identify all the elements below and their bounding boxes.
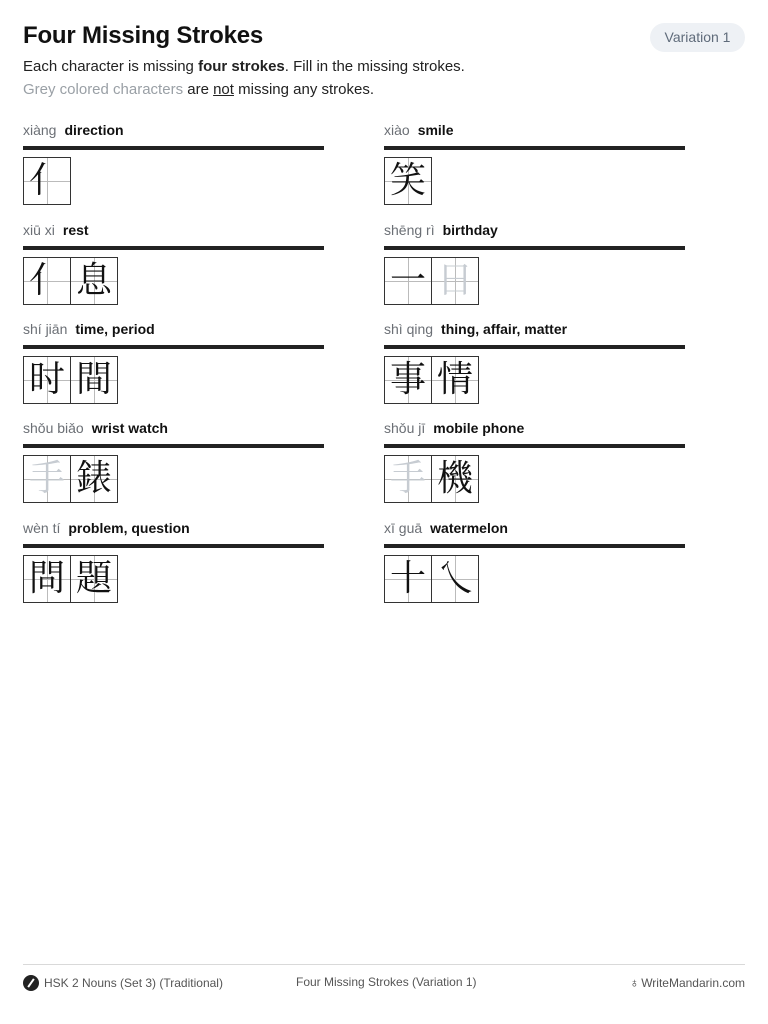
instruction-prefix: Each character is missing [23, 58, 199, 75]
vocab-meaning: watermelon [430, 520, 508, 536]
vocab-item [384, 122, 685, 205]
practice-cell[interactable] [384, 157, 432, 205]
footer-brand[interactable]: WriteMandarin.com [641, 975, 745, 990]
partial-character: 笑 [389, 160, 426, 201]
practice-grid [384, 356, 685, 404]
vocab-rule [23, 544, 324, 548]
practice-cell[interactable] [384, 257, 432, 305]
footer-center: Four Missing Strokes (Variation 1) [296, 975, 477, 989]
instruction-suffix: . Fill in the missing strokes. [284, 58, 465, 75]
vocab-item [23, 122, 324, 205]
practice-grid [23, 257, 324, 305]
vocab-item [23, 222, 324, 305]
vocab-item [23, 321, 324, 404]
page-title: Four Missing Strokes [23, 22, 264, 49]
complete-character: 手 [28, 458, 65, 499]
vocab-rule [384, 544, 685, 548]
vocab-rule [23, 345, 324, 349]
vocab-header [23, 420, 324, 444]
vocab-meaning: problem, question [68, 520, 190, 536]
brush-logo-icon [23, 975, 39, 991]
vocab-meaning: birthday [442, 222, 498, 238]
instruction-bold: four strokes [198, 58, 285, 75]
complete-character: 手 [389, 458, 426, 499]
partial-character: 十 [389, 558, 426, 599]
note-are: are [183, 81, 214, 98]
practice-cell[interactable] [384, 455, 432, 503]
practice-cell[interactable] [431, 356, 479, 404]
practice-grid [23, 555, 324, 603]
complete-character: 日 [436, 260, 473, 301]
practice-cell[interactable] [70, 555, 118, 603]
vocab-pinyin: xiào [384, 122, 410, 138]
practice-cell[interactable] [23, 157, 71, 205]
vocab-item [384, 222, 685, 305]
vocab-meaning: thing, affair, matter [441, 321, 568, 337]
practice-grid [23, 455, 324, 503]
vocab-pinyin: xiàng [23, 122, 57, 138]
partial-character: 事 [389, 359, 426, 400]
vocab-rule [23, 146, 324, 150]
vocab-item [384, 420, 685, 503]
vocab-meaning: wrist watch [91, 420, 168, 436]
vocab-header [23, 122, 324, 146]
vocab-meaning: time, period [75, 321, 155, 337]
note-line [23, 81, 374, 98]
vocab-header [23, 222, 324, 246]
vocab-rule [23, 246, 324, 250]
partial-character: 乀 [436, 558, 473, 599]
practice-cell[interactable] [384, 555, 432, 603]
partial-character: 时 [28, 359, 65, 400]
partial-character: 題 [75, 558, 112, 599]
footer-divider [23, 964, 745, 965]
practice-cell[interactable] [23, 555, 71, 603]
vocab-pinyin: shēng rì [384, 222, 435, 238]
brand-icon: ♁ [629, 975, 640, 990]
practice-cell[interactable] [431, 455, 479, 503]
practice-grid [23, 157, 324, 205]
footer-set-name: HSK 2 Nouns (Set 3) (Traditional) [44, 976, 223, 990]
partial-character: 錶 [75, 458, 112, 499]
vocab-meaning: rest [62, 222, 89, 238]
partial-character: 情 [436, 359, 473, 400]
practice-cell[interactable] [23, 455, 71, 503]
note-not: not [213, 81, 234, 98]
vocab-pinyin: shǒu biǎo [23, 420, 84, 436]
vocab-header [384, 321, 685, 345]
vocab-meaning: mobile phone [433, 420, 525, 436]
partial-character: 息 [75, 260, 112, 301]
practice-cell[interactable] [384, 356, 432, 404]
vocab-item [23, 420, 324, 503]
vocab-header [23, 321, 324, 345]
vocab-item [384, 520, 685, 603]
vocab-rule [384, 444, 685, 448]
practice-grid [384, 157, 685, 205]
note-grey: Grey colored characters [23, 81, 184, 98]
practice-cell[interactable] [23, 356, 71, 404]
vocab-item [23, 520, 324, 603]
partial-character: 問 [28, 558, 65, 599]
vocab-pinyin: shí jiān [23, 321, 68, 337]
vocab-header [384, 222, 685, 246]
practice-grid [384, 455, 685, 503]
instruction-line [23, 58, 465, 75]
vocab-header [384, 520, 685, 544]
vocab-pinyin: xiū xi [23, 222, 55, 238]
vocab-pinyin: shǒu jī [384, 420, 426, 436]
vocab-pinyin: xī guā [384, 520, 423, 536]
vocab-pinyin: wèn tí [23, 520, 61, 536]
practice-grid [23, 356, 324, 404]
vocab-meaning: smile [417, 122, 454, 138]
footer-left [23, 975, 223, 991]
partial-character: 間 [75, 359, 112, 400]
partial-character: 一 [389, 260, 426, 301]
vocab-header [384, 122, 685, 146]
note-suffix: missing any strokes. [233, 81, 374, 98]
vocab-meaning: direction [64, 122, 124, 138]
practice-cell[interactable] [431, 555, 479, 603]
vocab-header [384, 420, 685, 444]
variation-badge: Variation 1 [650, 23, 745, 52]
practice-cell[interactable] [431, 257, 479, 305]
partial-character: 機 [436, 458, 473, 499]
vocab-rule [384, 246, 685, 250]
practice-cell[interactable] [70, 356, 118, 404]
vocab-header [23, 520, 324, 544]
vocab-pinyin: shì qing [384, 321, 434, 337]
practice-cell[interactable] [70, 455, 118, 503]
partial-character: 亻 [28, 260, 65, 301]
practice-grid [384, 257, 685, 305]
practice-cell[interactable] [23, 257, 71, 305]
vocab-rule [23, 444, 324, 448]
footer-right [629, 975, 745, 990]
vocab-rule [384, 345, 685, 349]
partial-character: 亻 [28, 160, 65, 201]
practice-cell[interactable] [70, 257, 118, 305]
vocab-rule [384, 146, 685, 150]
practice-grid [384, 555, 685, 603]
vocab-item [384, 321, 685, 404]
